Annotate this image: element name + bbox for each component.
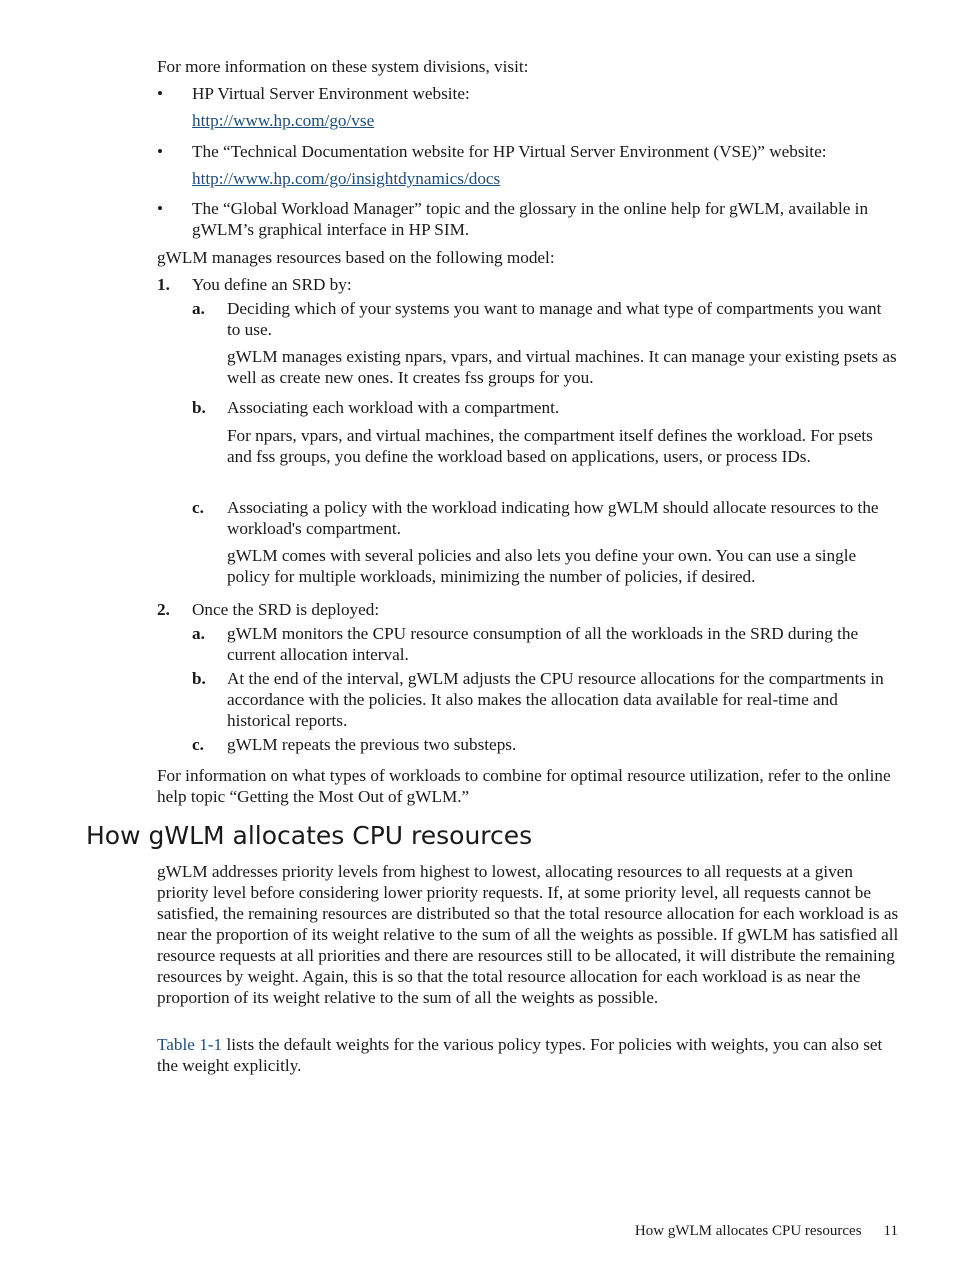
substep-letter: b. bbox=[192, 669, 206, 688]
table-1-1-link[interactable]: Table 1-1 bbox=[157, 1035, 223, 1054]
model-intro: gWLM manages resources based on the following model: bbox=[157, 248, 555, 267]
bullet-text: The “Technical Documentation website for HP Virtual Server Environment (VSE)” website: bbox=[192, 142, 827, 161]
step-number: 1. bbox=[157, 275, 170, 294]
bullet-mark: • bbox=[157, 142, 164, 161]
substep-text: Associating a policy with the workload indicating how gWLM should allocate resources to the workload's compartment. bbox=[227, 498, 879, 538]
substep-text: gWLM monitors the CPU resource consumption of all the workloads in the SRD during the current allocation interval. bbox=[227, 624, 859, 664]
step-text: You define an SRD by: bbox=[192, 275, 352, 294]
substep-note: gWLM comes with several policies and also lets you define your own. You can use a single policy for multiple workloads, minimizing the number of policies, if desired. bbox=[227, 546, 857, 586]
bullet-mark: • bbox=[157, 199, 164, 218]
substep-note: For npars, vpars, and virtual machines, the compartment itself defines the workload. For psets and fss groups, you define the workload based on applications, users, or process IDs. bbox=[227, 426, 873, 466]
substep-text: gWLM repeats the previous two substeps. bbox=[227, 735, 517, 754]
page-number: 11 bbox=[883, 1223, 898, 1239]
closing-text: For information on what types of workloads to combine for optimal resource utilization, refer to the online help topic “Getting the Most Out of gWLM.” bbox=[157, 766, 891, 806]
substep-letter: a. bbox=[192, 299, 205, 318]
vse-link[interactable]: http://www.hp.com/go/vse bbox=[192, 111, 375, 130]
section-heading: How gWLM allocates CPU resources bbox=[86, 821, 533, 850]
substep-note: gWLM manages existing npars, vpars, and virtual machines. It can manage your existing psets as well as create new ones. It creates fss groups for you. bbox=[227, 347, 897, 387]
substep-text: Deciding which of your systems you want to manage and what type of compartments you want to use. bbox=[227, 299, 882, 339]
step-text: Once the SRD is deployed: bbox=[192, 600, 380, 619]
insightdynamics-docs-link[interactable]: http://www.hp.com/go/insightdynamics/docs bbox=[192, 169, 501, 188]
substep-letter: c. bbox=[192, 735, 204, 754]
section-paragraph-1: gWLM addresses priority levels from highest to lowest, allocating resources to all requests at a given priority level before considering lower priority requests. If, at some priority level, all requests cannot be satisfied, the remaining resources are distributed so that the total resource allocation for each workload is as near the proportion of its weight relative to the sum of all the weights as possible. If gWLM has satisfied all resource requests at all priorities and there are resources still to be allocated, it will distribute the remaining resources by weight. Again, this is so that the total resource allocation for each workload is as near the proportion of its weight relative to the sum of all the weights as possible. bbox=[157, 862, 899, 1007]
page-footer bbox=[635, 1221, 898, 1241]
substep-letter: b. bbox=[192, 398, 206, 417]
footer-title: How gWLM allocates CPU resources bbox=[634, 1223, 862, 1239]
intro-text: For more information on these system divisions, visit: bbox=[157, 57, 529, 76]
substep-text: Associating each workload with a compartment. bbox=[227, 398, 560, 417]
step-number: 2. bbox=[157, 600, 170, 619]
paragraph-text: lists the default weights for the various policy types. For policies with weights, you can also set the weight explicitly. bbox=[157, 1035, 883, 1075]
substep-letter: c. bbox=[192, 498, 204, 517]
substep-text: At the end of the interval, gWLM adjusts the CPU resource allocations for the compartments in accordance with the policies. It also makes the allocation data available for real-time and historical reports. bbox=[227, 669, 884, 730]
substep-letter: a. bbox=[192, 624, 205, 643]
bullet-text: HP Virtual Server Environment website: bbox=[192, 84, 470, 103]
bullet-text: The “Global Workload Manager” topic and the glossary in the online help for gWLM, available in gWLM’s graphical interface in HP SIM. bbox=[192, 199, 869, 239]
section-paragraph-2 bbox=[157, 1034, 899, 1076]
bullet-mark: • bbox=[157, 84, 164, 103]
